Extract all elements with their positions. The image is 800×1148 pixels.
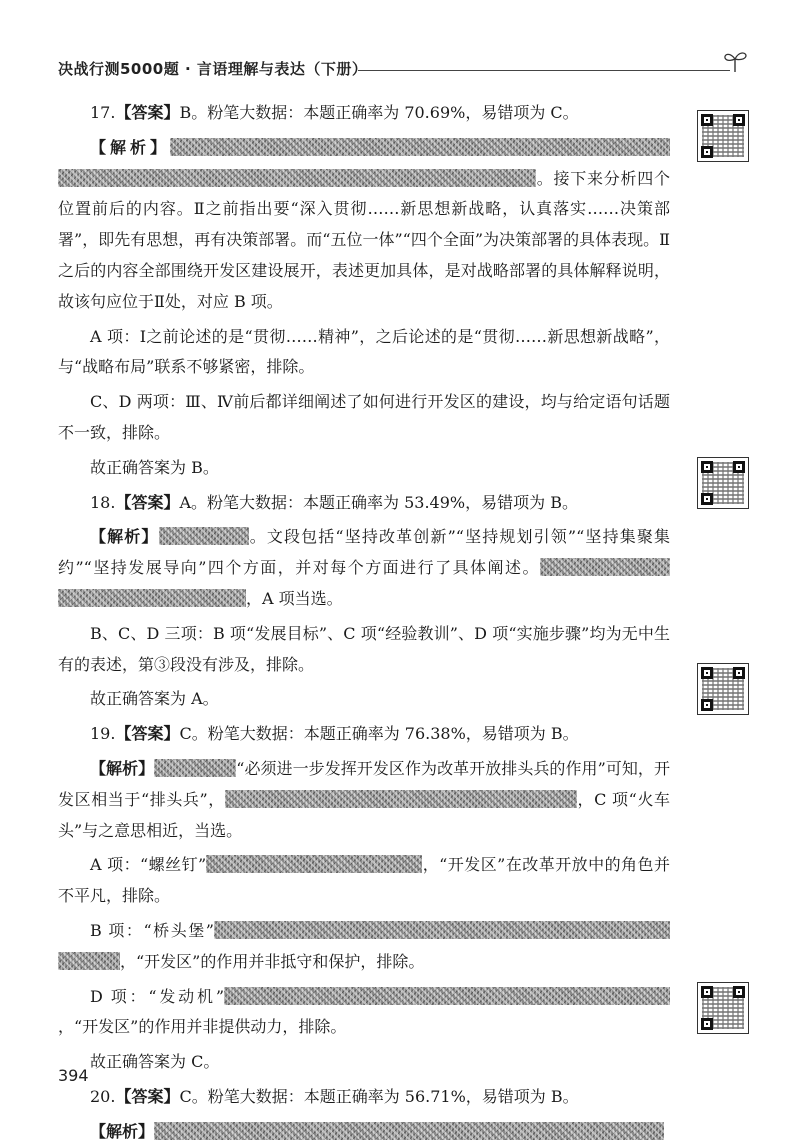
- redacted-text: [154, 1122, 664, 1140]
- header-rule: [358, 70, 730, 71]
- answer-tag: 【答案】: [115, 492, 180, 512]
- sprout-icon: [722, 48, 748, 74]
- q18-answer-line: 18.【答案】A。粉笔大数据：本题正确率为 53.49%，易错项为 B。: [90, 492, 578, 512]
- redacted-text: [159, 527, 249, 545]
- q19-option-b: B 项：“桥头堡”，“开发区”的作用并非抵守和保护，排除。: [58, 916, 670, 978]
- qr-code-q18[interactable]: [697, 457, 749, 509]
- answer-content: [58, 98, 670, 1148]
- running-header: [58, 56, 748, 86]
- q17-analysis: 【解析】。接下来分析四个位置前后的内容。Ⅱ之前指出要“深入贯彻……新思想新战略，认真落实……决策部署”，即先有思想，再有决策部署。而“五位一体”“四个全面”为决策部署的具体表现。Ⅱ之后的内容全部围绕开发区建设展开，表述更加具体，是对战略部署的具体解释说明，故该句应位于Ⅱ处，对应 B 项。: [58, 137, 670, 311]
- qr-code-q19[interactable]: [697, 663, 749, 715]
- q19-conclusion: 故正确答案为 C。: [90, 1052, 220, 1072]
- redacted-text: [154, 759, 236, 777]
- analysis-tag: 【解析】: [90, 758, 155, 778]
- q17-conclusion: 故正确答案为 B。: [90, 457, 219, 477]
- q19-option-d: D 项：“发动机”，“开发区”的作用并非提供动力，排除。: [58, 982, 670, 1044]
- analysis-tag: 【解析】: [90, 527, 159, 547]
- q17-option-a: A 项：Ⅰ之前论述的是“贯彻……精神”，之后论述的是“贯彻……新思想新战略”，与“战略布局”联系不够紧密，排除。: [58, 326, 670, 377]
- redacted-text: [206, 855, 422, 873]
- redacted-text: [58, 952, 120, 970]
- analysis-tag: 【解析】: [90, 137, 170, 157]
- redacted-text: [225, 790, 577, 808]
- q19-option-a: A 项：“螺丝钉” ，“开发区”在改革开放中的角色并不平凡，排除。: [58, 855, 670, 906]
- qr-code-q20[interactable]: [697, 982, 749, 1034]
- analysis-tag: 【解析】: [90, 1121, 155, 1141]
- answer-tag: 【答案】: [115, 103, 180, 122]
- q20-analysis: [58, 1117, 670, 1148]
- redacted-text: [224, 987, 670, 1005]
- q18-option-bcd: B、C、D 三项：B 项“发展目标”、C 项“经验教训”、D 项“实施步骤”均为无中生有的表述，第③段没有涉及，排除。: [58, 623, 670, 674]
- q20-answer-line: 20.【答案】C。粉笔大数据：本题正确率为 56.71%，易错项为 B。: [90, 1086, 579, 1106]
- q17-answer-line: 17.【答案】B。粉笔大数据：本题正确率为 70.69%，易错项为 C。: [90, 103, 579, 122]
- page-number: 394: [58, 1066, 89, 1085]
- answer-tag: 【答案】: [115, 1086, 180, 1106]
- redacted-text: [58, 589, 246, 607]
- q17-option-cd: C、D 两项：Ⅲ、Ⅳ前后都详细阐述了如何进行开发区的建设，均与给定语句话题不一致，排除。: [58, 392, 670, 442]
- q18-conclusion: 故正确答案为 A。: [90, 689, 219, 709]
- q19-analysis: 【解析】 “必须进一步发挥开发区作为改革开放排头兵的作用”可知，开发区相当于“排头兵”， ，C 项“火车头”与之意思相近，当选。: [58, 758, 670, 840]
- answer-tag: 【答案】: [115, 724, 180, 744]
- qr-code-q17[interactable]: [697, 110, 749, 162]
- redacted-text: [214, 921, 670, 939]
- redacted-text: [170, 138, 670, 156]
- q18-analysis: 【解析】 。文段包括“坚持改革创新”“坚持规划引领”“坚持集聚集约”“坚持发展导向”四个方面，并对每个方面进行了具体阐述。，A 项当选。: [58, 527, 670, 608]
- redacted-text: [58, 169, 536, 187]
- book-title: 决战行测5000题 · 言语理解与表达（下册）: [58, 60, 368, 78]
- redacted-text: [540, 558, 670, 576]
- q19-answer-line: 19.【答案】C。粉笔大数据：本题正确率为 76.38%，易错项为 B。: [90, 724, 579, 744]
